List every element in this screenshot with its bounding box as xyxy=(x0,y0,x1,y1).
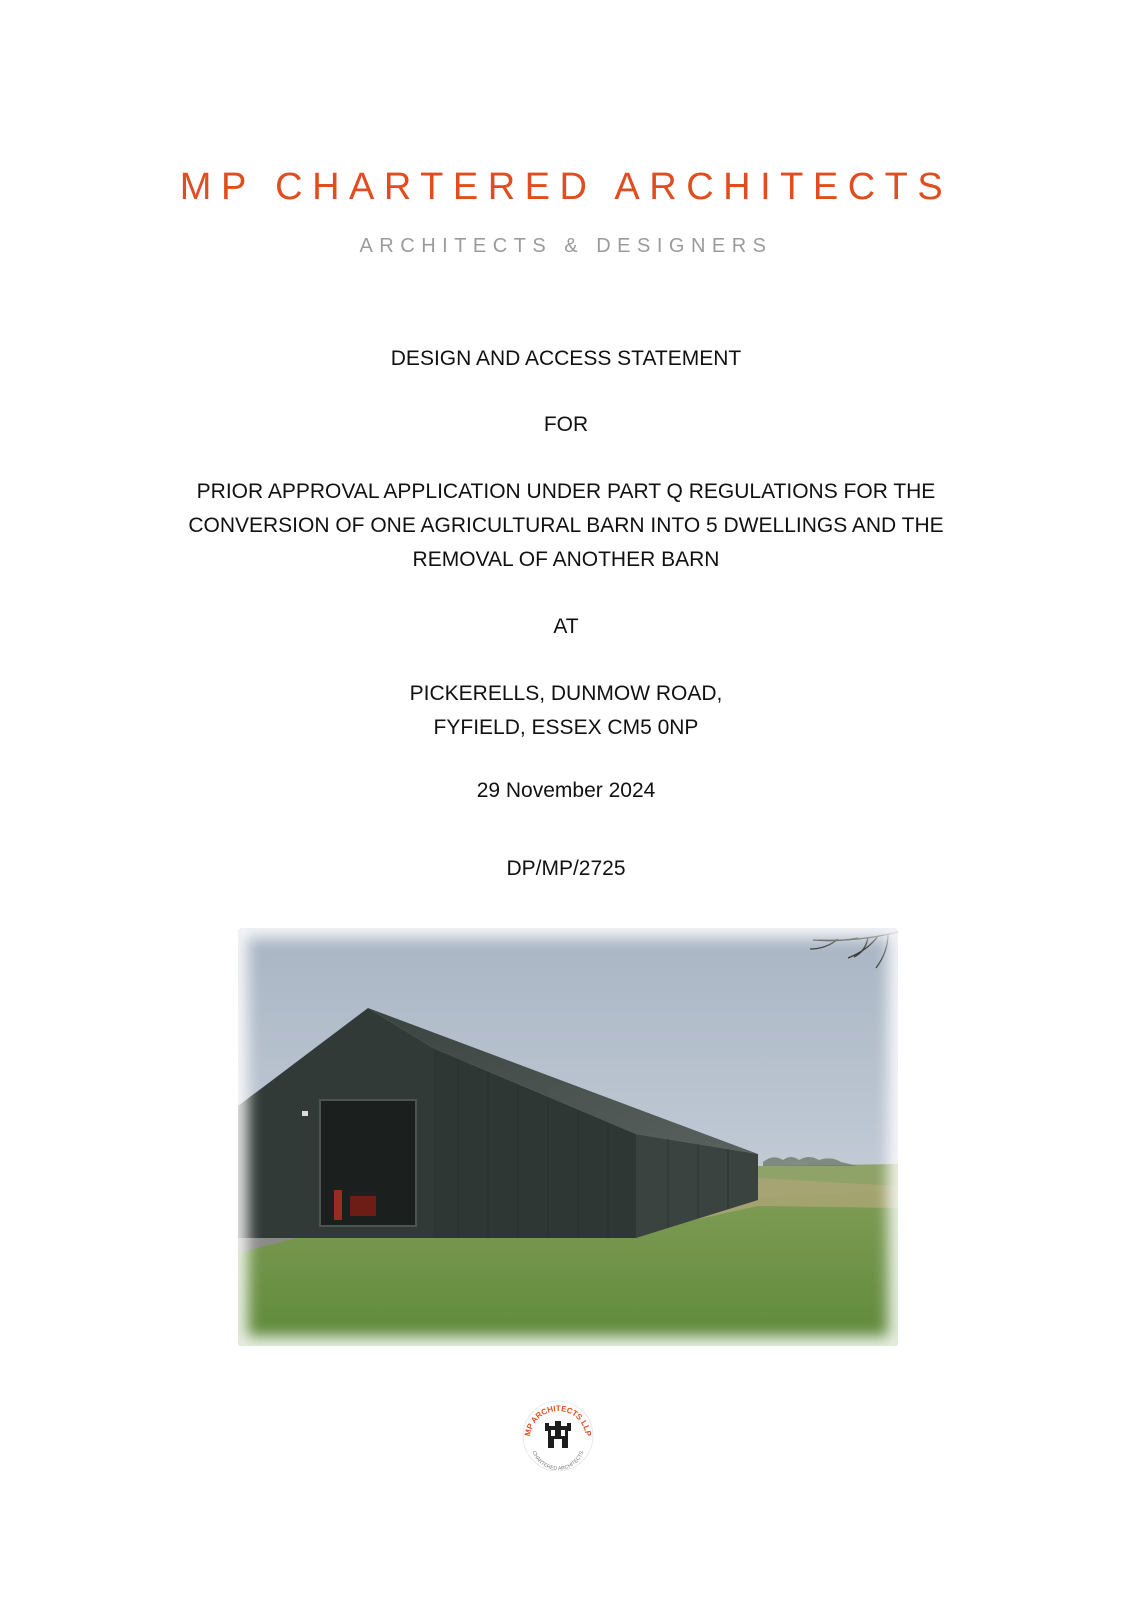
barn-photo xyxy=(238,928,898,1346)
firm-name: MP CHARTERED ARCHITECTS xyxy=(179,166,953,208)
at-label: AT xyxy=(553,615,579,638)
address-line-1: PICKERELLS, DUNMOW ROAD, xyxy=(409,682,723,705)
svg-text:CHARTERED ARCHITECTS: CHARTERED ARCHITECTS xyxy=(530,1450,586,1473)
document-type: DESIGN AND ACCESS STATEMENT xyxy=(390,347,742,370)
document-date: 29 November 2024 xyxy=(476,779,656,802)
for-label: FOR xyxy=(543,413,589,436)
application-line-1: PRIOR APPROVAL APPLICATION UNDER PART Q REGULATIONS FOR THE xyxy=(196,480,936,503)
address-line-2: FYFIELD, ESSEX CM5 0NP xyxy=(433,716,699,739)
application-line-2: CONVERSION OF ONE AGRICULTURAL BARN INTO 5 DWELLINGS AND THE xyxy=(188,514,944,537)
application-line-3: REMOVAL OF ANOTHER BARN xyxy=(412,548,720,571)
firm-seal-logo xyxy=(521,1399,595,1473)
firm-tagline: ARCHITECTS & DESIGNERS xyxy=(359,235,773,257)
document-reference: DP/MP/2725 xyxy=(506,857,626,880)
svg-text:MP ARCHITECTS LLP: MP ARCHITECTS LLP xyxy=(523,1403,593,1437)
